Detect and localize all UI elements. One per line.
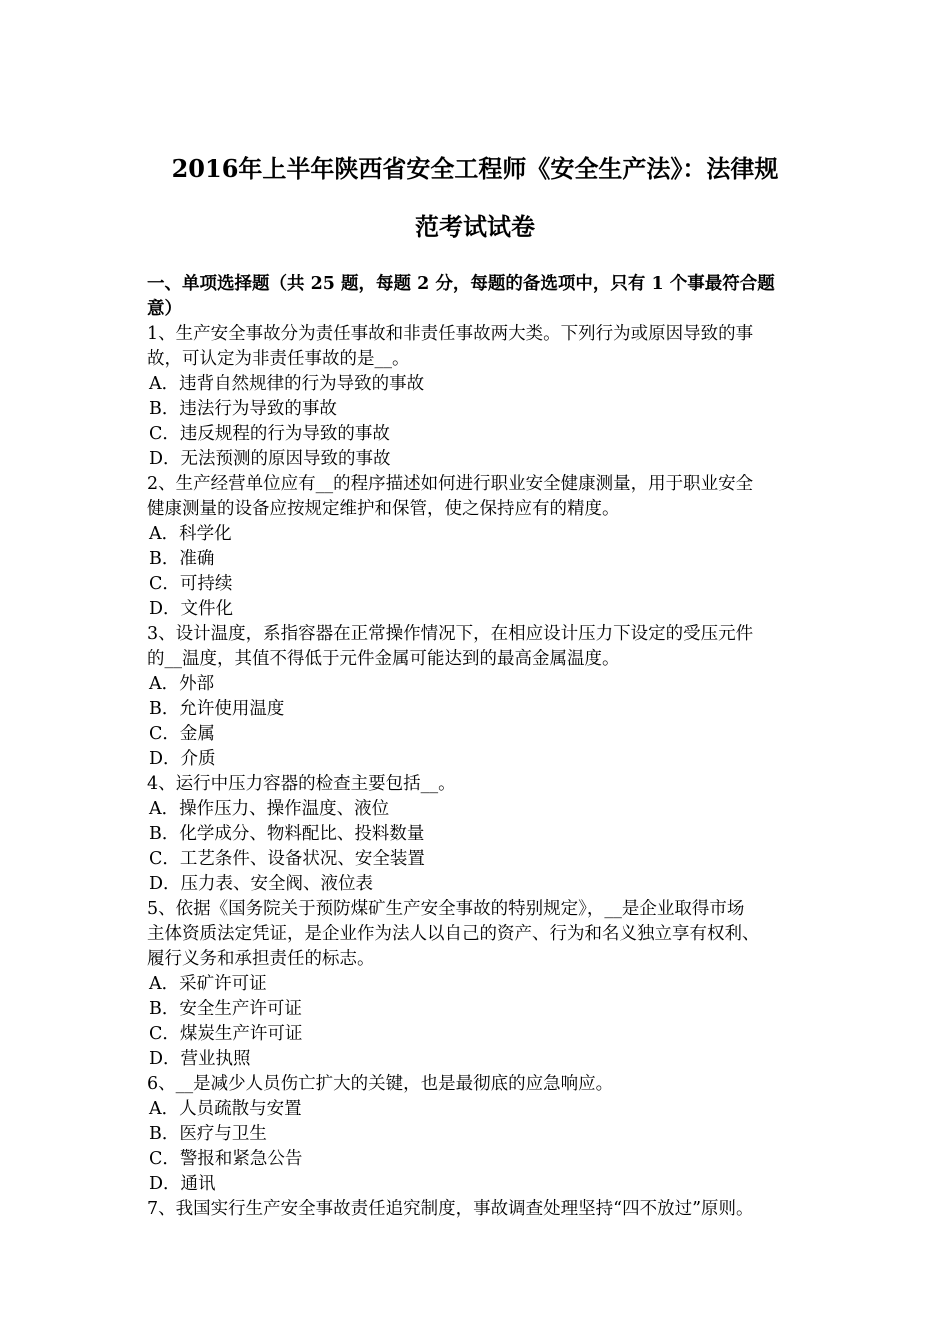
question-3-option-c: C．金属 — [149, 724, 215, 744]
question-1-text-line-1: 1、生产安全事故分为责任事故和非责任事故两大类。下列行为或原因导致的事 — [147, 324, 754, 344]
question-1-option-a: A．违背自然规律的行为导致的事故 — [149, 374, 425, 394]
question-1-option-d: D．无法预测的原因导致的事故 — [149, 449, 391, 469]
question-6-option-b: B．医疗与卫生 — [149, 1124, 267, 1144]
question-6 — [147, 1072, 817, 1197]
question-5 — [147, 897, 817, 1072]
question-7 — [147, 1197, 817, 1222]
question-4-option-c: C．工艺条件、设备状况、安全装置 — [149, 849, 425, 869]
question-4-text-line-1: 4、运行中压力容器的检查主要包括__。 — [147, 774, 456, 794]
question-3-option-b: B．允许使用温度 — [149, 699, 285, 719]
document-title — [130, 140, 820, 256]
title-line-1: 2016年上半年陕西省安全工程师《安全生产法》：法律规 — [171, 154, 779, 183]
question-2-option-c: C．可持续 — [149, 574, 233, 594]
question-5-text-line-2: 主体资质法定凭证，是企业作为法人以自己的资产、行为和名义独立享有权利、 — [147, 924, 760, 944]
question-1-text-line-2: 故，可认定为非责任事故的是__。 — [147, 349, 410, 369]
question-2-text-line-2: 健康测量的设备应按规定维护和保管，使之保持应有的精度。 — [147, 499, 620, 519]
question-2-option-d: D．文件化 — [149, 599, 234, 619]
question-5-option-b: B．安全生产许可证 — [149, 999, 302, 1019]
question-4 — [147, 772, 817, 897]
question-3-option-d: D．介质 — [149, 749, 216, 769]
question-3-text-line-2: 的__温度，其值不得低于元件金属可能达到的最高金属温度。 — [147, 649, 620, 669]
question-5-text-line-3: 履行义务和承担责任的标志。 — [147, 949, 375, 969]
question-1-option-b: B．违法行为导致的事故 — [149, 399, 337, 419]
question-5-option-d: D．营业执照 — [149, 1049, 251, 1069]
question-5-text-line-1: 5、依据《国务院关于预防煤矿生产安全事故的特别规定》，__是企业取得市场 — [147, 899, 745, 919]
question-7-text-line-1: 7、我国实行生产安全事故责任追究制度，事故调查处理坚持“四不放过”原则。 — [147, 1199, 754, 1219]
question-4-option-a: A．操作压力、操作温度、液位 — [149, 799, 390, 819]
question-3-option-a: A．外部 — [149, 674, 215, 694]
question-2 — [147, 472, 817, 622]
question-3 — [147, 622, 817, 772]
section-heading-line-2: 意） — [147, 299, 182, 319]
question-6-option-c: C．警报和紧急公告 — [149, 1149, 303, 1169]
question-2-option-b: B．准确 — [149, 549, 215, 569]
question-1-option-c: C．违反规程的行为导致的事故 — [149, 424, 390, 444]
question-1 — [147, 322, 817, 472]
question-6-text-line-1: 6、__是减少人员伤亡扩大的关键，也是最彻底的应急响应。 — [147, 1074, 614, 1094]
section-heading — [147, 272, 817, 322]
question-6-option-d: D．通讯 — [149, 1174, 216, 1194]
question-6-option-a: A．人员疏散与安置 — [149, 1099, 302, 1119]
question-5-option-a: A．采矿许可证 — [149, 974, 267, 994]
question-4-option-d: D．压力表、安全阀、液位表 — [149, 874, 374, 894]
title-line-2: 范考试试卷 — [415, 212, 535, 241]
document-body — [147, 272, 817, 1222]
question-5-option-c: C．煤炭生产许可证 — [149, 1024, 303, 1044]
section-heading-line-1: 一、单项选择题（共 25 题，每题 2 分，每题的备选项中，只有 1 个事最符合题 — [147, 274, 775, 294]
question-2-text-line-1: 2、生产经营单位应有__的程序描述如何进行职业安全健康测量，用于职业安全 — [147, 474, 754, 494]
question-2-option-a: A．科学化 — [149, 524, 232, 544]
question-3-text-line-1: 3、设计温度，系指容器在正常操作情况下，在相应设计压力下设定的受压元件 — [147, 624, 754, 644]
question-4-option-b: B．化学成分、物料配比、投料数量 — [149, 824, 425, 844]
